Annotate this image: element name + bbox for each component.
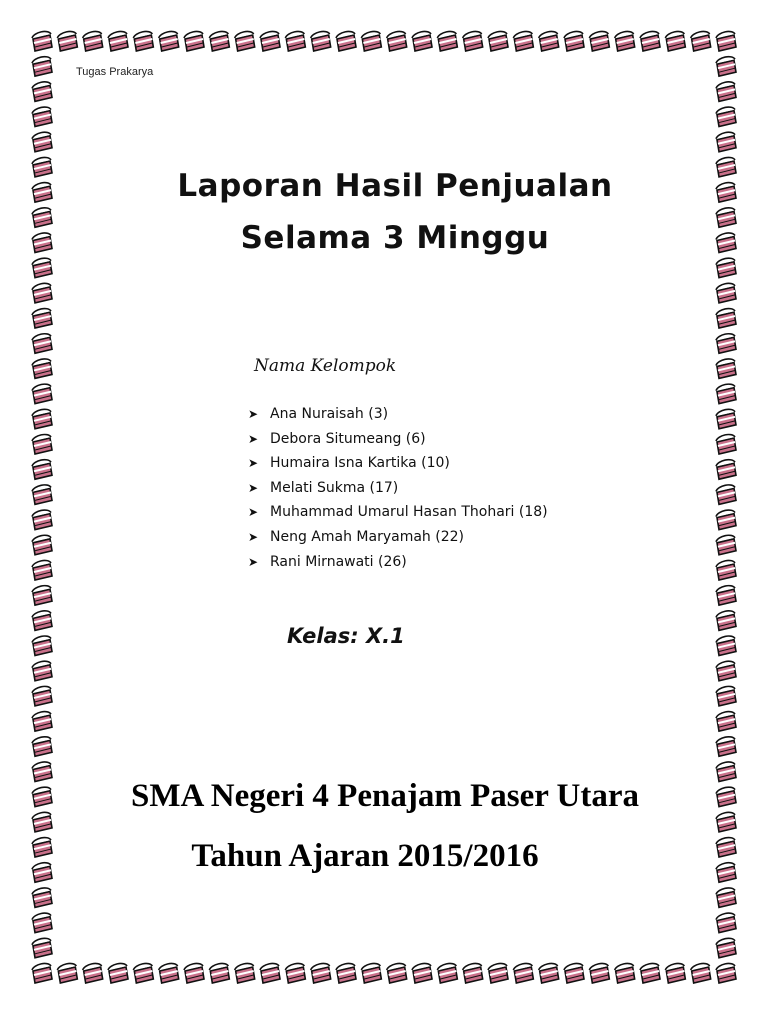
cake-icon (32, 183, 52, 203)
cake-icon (716, 460, 736, 480)
cake-icon (640, 31, 660, 51)
cake-icon (716, 435, 736, 455)
cake-icon (32, 31, 52, 51)
cake-icon (615, 963, 635, 983)
cake-icon (716, 183, 736, 203)
member-list (248, 402, 548, 574)
cake-icon (716, 863, 736, 883)
member-name: Humaira Isna Kartika (10) (270, 455, 450, 472)
cake-icon (260, 963, 280, 983)
arrow-bullet-icon: ➤ (248, 505, 259, 520)
cake-icon (133, 963, 153, 983)
cake-icon (32, 334, 52, 354)
cake-icon (32, 409, 52, 429)
cake-icon (83, 963, 103, 983)
cake-icon (32, 384, 52, 404)
cake-icon (488, 963, 508, 983)
cake-icon (32, 787, 52, 807)
cake-icon (184, 963, 204, 983)
cake-icon (564, 963, 584, 983)
school-year: Tahun Ajaran 2015/2016 (191, 838, 539, 874)
cake-icon (32, 233, 52, 253)
cake-icon (32, 762, 52, 782)
cake-icon (716, 82, 736, 102)
cake-icon (32, 535, 52, 555)
cake-icon (716, 636, 736, 656)
member-name: Neng Amah Maryamah (22) (270, 528, 464, 545)
cake-icon (32, 283, 52, 303)
cake-icon (108, 963, 128, 983)
cake-icon (32, 863, 52, 883)
cake-icon (437, 963, 457, 983)
cake-icon (32, 737, 52, 757)
cake-icon (32, 661, 52, 681)
cake-icon (463, 963, 483, 983)
header-text: Tugas Prakarya (76, 66, 154, 78)
cake-icon (32, 435, 52, 455)
member-name: Melati Sukma (17) (270, 479, 399, 496)
cake-icon (159, 963, 179, 983)
arrow-bullet-icon: ➤ (248, 529, 259, 544)
cake-icon (716, 57, 736, 77)
cake-icon (539, 963, 559, 983)
cake-icon (57, 31, 77, 51)
cake-icon (615, 31, 635, 51)
cake-icon (32, 460, 52, 480)
list-item (248, 500, 548, 525)
cake-icon (716, 787, 736, 807)
cake-icon (716, 913, 736, 933)
cake-icon (32, 686, 52, 706)
list-item (248, 402, 548, 427)
class-label: Kelas: X.1 (287, 624, 405, 648)
cake-icon (387, 31, 407, 51)
cake-icon (665, 963, 685, 983)
cake-icon (539, 31, 559, 51)
cake-icon (716, 586, 736, 606)
cake-icon (716, 812, 736, 832)
cake-icon (665, 31, 685, 51)
cake-icon (716, 938, 736, 958)
cake-icon (716, 560, 736, 580)
cake-icon (32, 208, 52, 228)
cake-icon (716, 485, 736, 505)
cake-icon (336, 31, 356, 51)
cake-icon (716, 762, 736, 782)
cake-icon (32, 157, 52, 177)
cake-icon (716, 31, 736, 51)
cake-icon (32, 132, 52, 152)
cake-icon (32, 636, 52, 656)
cake-icon (285, 963, 305, 983)
arrow-bullet-icon: ➤ (248, 456, 259, 471)
cake-icon (589, 31, 609, 51)
cake-icon (463, 31, 483, 51)
cake-icon (32, 838, 52, 858)
cake-icon (716, 838, 736, 858)
school-name: SMA Negeri 4 Penajam Paser Utara (130, 778, 639, 814)
cake-icon (32, 963, 52, 983)
cake-icon (716, 611, 736, 631)
cake-icon (83, 31, 103, 51)
arrow-bullet-icon: ➤ (248, 554, 259, 569)
title-line-2: Selama 3 Minggu (240, 220, 550, 256)
cake-icon (716, 963, 736, 983)
cake-icon (716, 510, 736, 530)
cake-icon (387, 963, 407, 983)
member-name: Ana Nuraisah (3) (270, 406, 389, 422)
cake-icon (412, 31, 432, 51)
cake-icon (311, 31, 331, 51)
cake-icon (32, 309, 52, 329)
cake-icon (488, 31, 508, 51)
cake-icon (32, 510, 52, 530)
cake-icon (716, 132, 736, 152)
cake-icon (716, 359, 736, 379)
cake-icon (361, 963, 381, 983)
cake-icon (32, 485, 52, 505)
cake-icon (32, 359, 52, 379)
cake-icon (209, 31, 229, 51)
list-item (248, 451, 548, 476)
cake-icon (32, 57, 52, 77)
cake-icon (285, 31, 305, 51)
cake-icon (336, 963, 356, 983)
cake-icon (311, 963, 331, 983)
cake-icon (260, 31, 280, 51)
cake-icon (716, 888, 736, 908)
cake-icon (209, 963, 229, 983)
cake-icon (32, 913, 52, 933)
cake-icon (716, 661, 736, 681)
cake-icon (716, 309, 736, 329)
cake-icon (235, 31, 255, 51)
group-label: Nama Kelompok (254, 356, 397, 376)
cake-icon (716, 384, 736, 404)
cake-icon (437, 31, 457, 51)
arrow-bullet-icon: ➤ (248, 480, 259, 495)
cake-icon (716, 409, 736, 429)
cake-icon (159, 31, 179, 51)
cake-icon (716, 737, 736, 757)
member-name: Rani Mirnawati (26) (270, 553, 407, 570)
cake-icon (716, 535, 736, 555)
cake-icon (32, 611, 52, 631)
cake-icon (716, 258, 736, 278)
title-line-1: Laporan Hasil Penjualan (177, 168, 613, 204)
member-name: Muhammad Umarul Hasan Thohari (18) (270, 504, 548, 521)
list-item (248, 427, 548, 452)
cake-icon (32, 258, 52, 278)
cake-icon (32, 560, 52, 580)
cake-icon (564, 31, 584, 51)
cake-icon (716, 686, 736, 706)
cake-icon (716, 283, 736, 303)
cake-icon (412, 963, 432, 983)
list-item (248, 476, 548, 501)
cake-icon (235, 963, 255, 983)
cake-icon (57, 963, 77, 983)
cake-icon (133, 31, 153, 51)
cake-icon (589, 963, 609, 983)
cake-icon (716, 712, 736, 732)
cake-icon (32, 586, 52, 606)
cake-icon (32, 107, 52, 127)
cake-icon (32, 712, 52, 732)
cake-icon (691, 31, 711, 51)
arrow-bullet-icon: ➤ (248, 431, 259, 446)
cake-icon (32, 888, 52, 908)
cake-icon (640, 963, 660, 983)
cake-icon (691, 963, 711, 983)
cake-icon (108, 31, 128, 51)
cake-icon (716, 157, 736, 177)
cake-icon (184, 31, 204, 51)
list-item (248, 550, 548, 575)
list-item (248, 525, 548, 550)
cake-icon (716, 233, 736, 253)
cake-icon (32, 938, 52, 958)
cake-icon (716, 334, 736, 354)
cake-icon (32, 82, 52, 102)
cake-icon (513, 963, 533, 983)
cake-icon (361, 31, 381, 51)
cake-icon (716, 208, 736, 228)
member-name: Debora Situmeang (6) (270, 430, 426, 447)
cake-icon (32, 812, 52, 832)
arrow-bullet-icon: ➤ (248, 407, 259, 421)
cake-icon (513, 31, 533, 51)
cake-icon (716, 107, 736, 127)
